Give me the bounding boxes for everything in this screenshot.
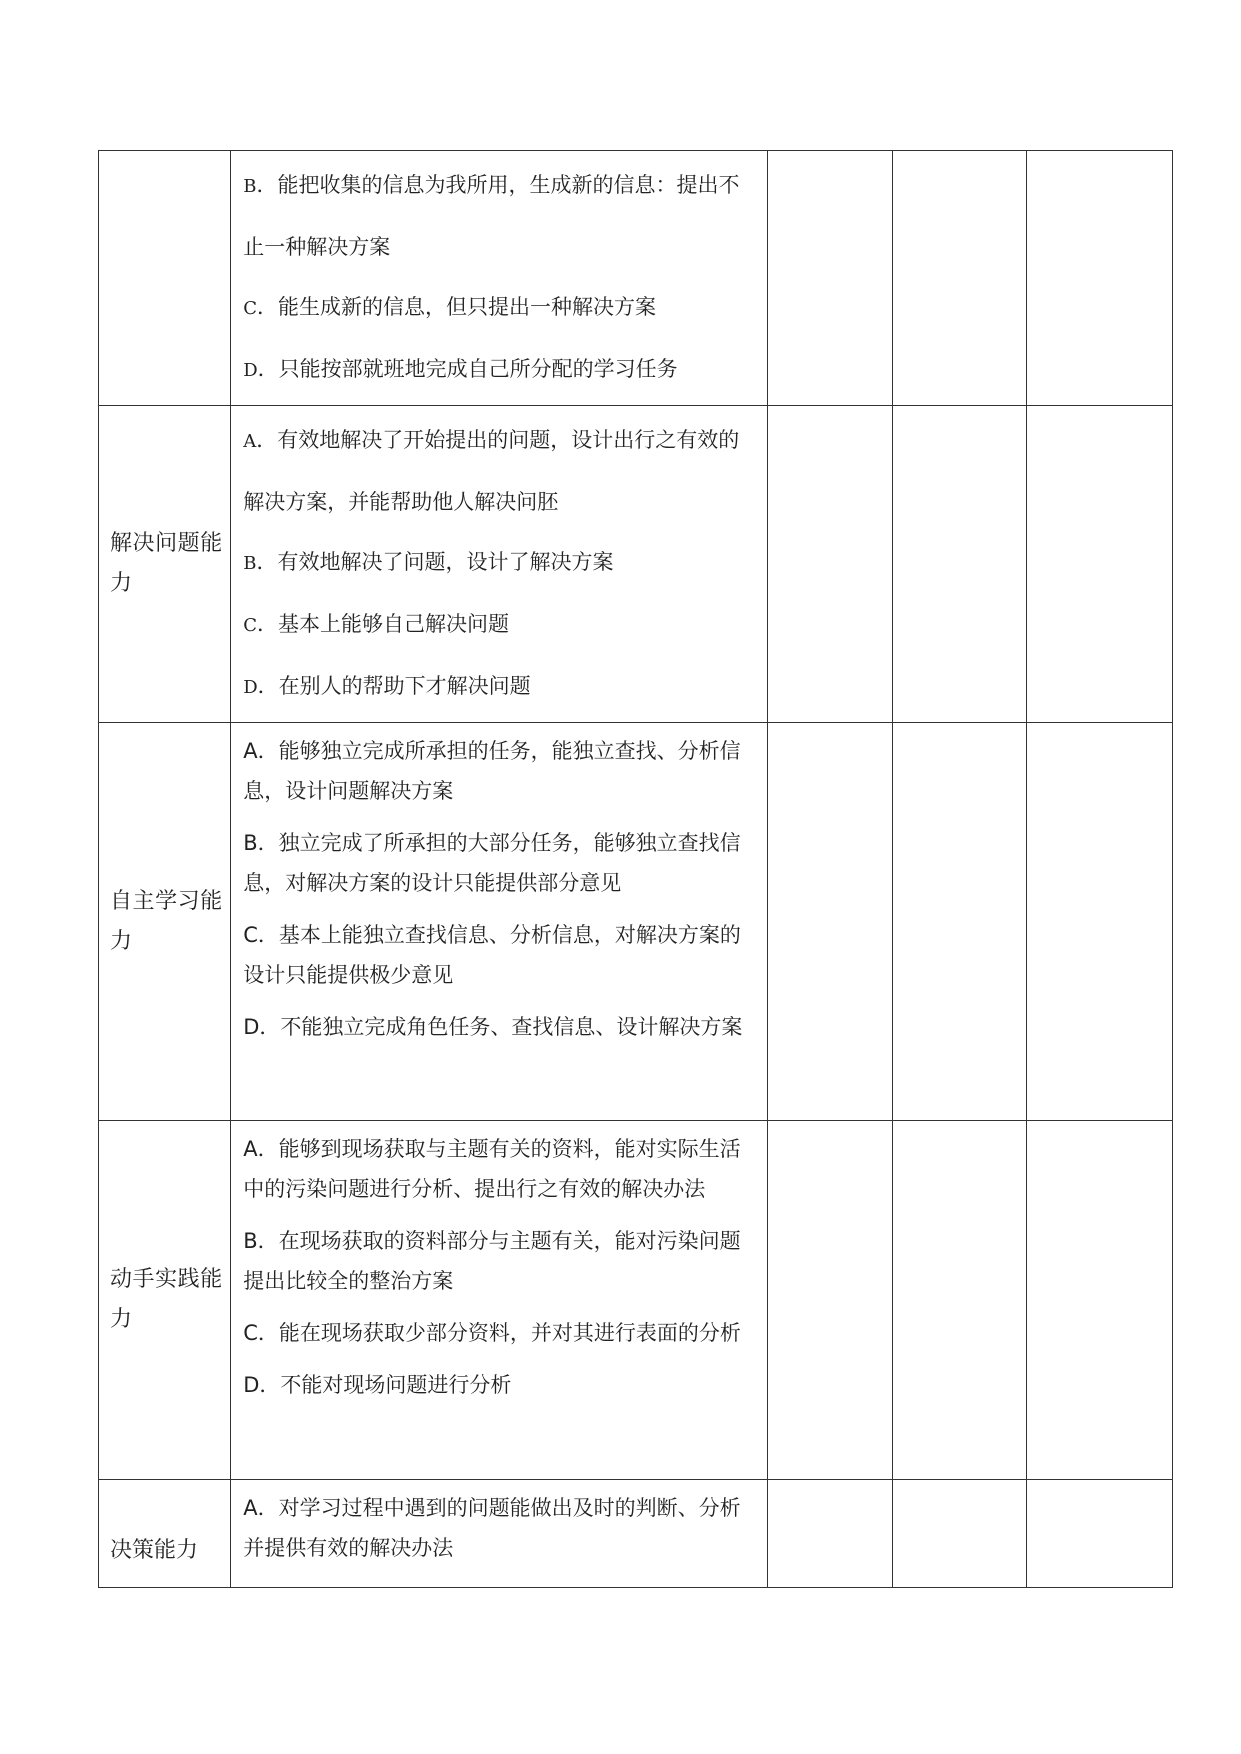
table-row xyxy=(99,151,1173,406)
option-item: A．对学习过程中遇到的问题能做出及时的判断、分析并提供有效的解决办法 xyxy=(243,1496,741,1560)
score-cell xyxy=(768,1480,893,1588)
option-item: A．能够独立完成所承担的任务，能独立查找、分析信息，设计问题解决方案 xyxy=(243,739,741,803)
option-item: D．不能独立完成角色任务、查找信息、设计解决方案 xyxy=(243,1015,743,1039)
criteria-cell xyxy=(231,406,768,723)
option-item: D．只能按部就班地完成自己所分配的学习任务 xyxy=(243,357,678,381)
category-label: 解决问题能力 xyxy=(110,531,223,596)
score-cell xyxy=(768,151,893,406)
score-cell xyxy=(1026,1480,1172,1588)
score-cell xyxy=(893,1480,1026,1588)
score-cell xyxy=(1026,406,1172,723)
option-item: D．在别人的帮助下才解决问题 xyxy=(243,674,531,698)
option-item: A．能够到现场获取与主题有关的资料，能对实际生活中的污染问题进行分析、提出行之有效的解决办法 xyxy=(243,1137,741,1201)
score-cell xyxy=(893,406,1026,723)
category-label: 决策能力 xyxy=(110,1538,199,1563)
criteria-cell xyxy=(231,723,768,1121)
table-row xyxy=(99,1121,1173,1480)
score-cell xyxy=(1026,151,1172,406)
table-row xyxy=(99,723,1173,1121)
category-cell xyxy=(99,1480,231,1588)
option-item: B．在现场获取的资料部分与主题有关，能对污染问题提出比较全的整治方案 xyxy=(243,1229,741,1293)
option-item: C．基本上能够自己解决问题 xyxy=(243,612,510,636)
score-cell xyxy=(893,151,1026,406)
category-label: 自主学习能力 xyxy=(110,888,223,954)
category-cell xyxy=(99,723,231,1121)
score-cell xyxy=(893,723,1026,1121)
category-cell xyxy=(99,1121,231,1480)
criteria-cell xyxy=(231,1480,768,1588)
table-row xyxy=(99,406,1173,723)
score-cell xyxy=(768,723,893,1121)
score-cell xyxy=(1026,723,1172,1121)
option-item: D．不能对现场问题进行分析 xyxy=(243,1373,512,1397)
evaluation-table xyxy=(98,150,1173,1588)
score-cell xyxy=(768,1121,893,1480)
option-item: C．能生成新的信息，但只提出一种解决方案 xyxy=(243,295,657,319)
category-label: 动手实践能力 xyxy=(110,1267,223,1332)
option-item: B．能把收集的信息为我所用，生成新的信息：提出不止一种解决方案 xyxy=(243,173,740,259)
category-cell xyxy=(99,406,231,723)
criteria-cell xyxy=(231,151,768,406)
option-item: A．有效地解决了开始提出的问题，设计出行之有效的解决方案，并能帮助他人解决问胚 xyxy=(243,428,740,514)
option-item: C．能在现场获取少部分资料，并对其进行表面的分析 xyxy=(243,1321,741,1345)
score-cell xyxy=(768,406,893,723)
score-cell xyxy=(893,1121,1026,1480)
option-item: C．基本上能独立查找信息、分析信息，对解决方案的设计只能提供极少意见 xyxy=(243,923,741,987)
option-item: B．独立完成了所承担的大部分任务，能够独立查找信息，对解决方案的设计只能提供部分意见 xyxy=(243,831,741,895)
score-cell xyxy=(1026,1121,1172,1480)
table-row xyxy=(99,1480,1173,1588)
option-item: B．有效地解决了问题，设计了解决方案 xyxy=(243,550,614,574)
criteria-cell xyxy=(231,1121,768,1480)
category-cell xyxy=(99,151,231,406)
